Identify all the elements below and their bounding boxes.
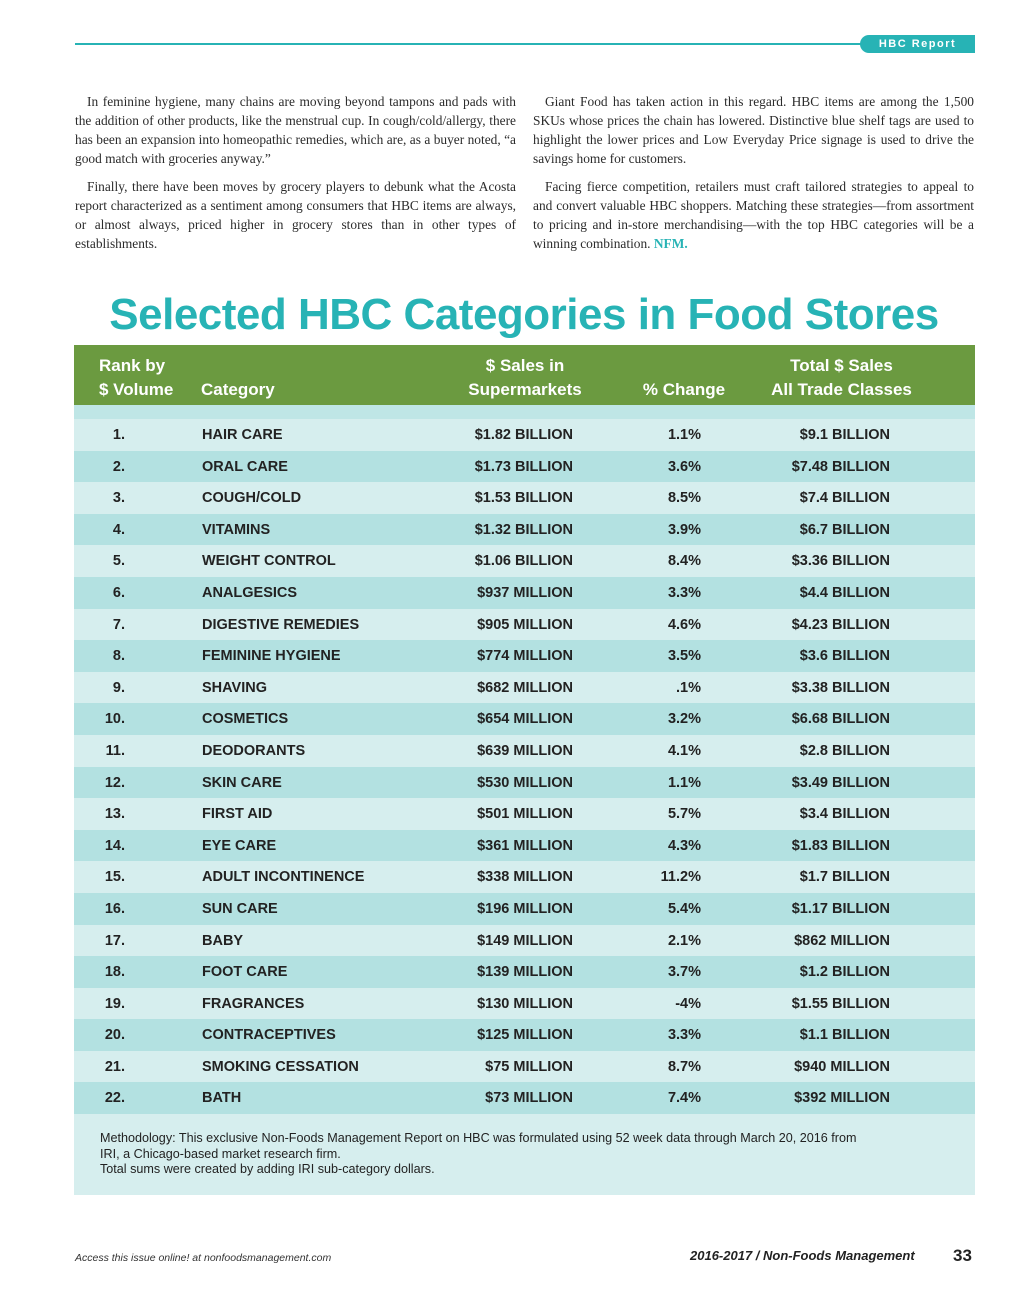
table-row bbox=[74, 1051, 975, 1083]
methodology-note bbox=[74, 1114, 975, 1195]
cell-rank: 19. bbox=[104, 995, 125, 1012]
cell-total: $1.55 BILLION bbox=[791, 995, 890, 1012]
cell-total: $1.83 BILLION bbox=[791, 837, 890, 854]
cell-rank: 11. bbox=[105, 742, 125, 759]
cell-category: SUN CARE bbox=[202, 900, 278, 917]
table-row bbox=[74, 735, 975, 767]
header-sales bbox=[454, 354, 596, 402]
header-total-line1: Total $ Sales bbox=[790, 356, 893, 375]
cell-sales: $501 MILLION bbox=[477, 806, 573, 823]
cell-sales: $130 MILLION bbox=[477, 995, 573, 1012]
cell-change: 3.3% bbox=[667, 1027, 701, 1044]
cell-change: 7.4% bbox=[667, 1090, 701, 1107]
cell-sales: $654 MILLION bbox=[477, 711, 573, 728]
cell-change: 4.6% bbox=[667, 616, 701, 633]
cell-total: $392 MILLION bbox=[794, 1090, 890, 1107]
cell-category: SKIN CARE bbox=[202, 774, 282, 791]
article-paragraph-text: Facing fierce competition, retailers must craft tailored strategies to appeal to and convert valuable HBC shoppers. Matching these strategies—from assortment to pricing and in-store merchandising—with the top HBC categories will be a winning combination. bbox=[533, 179, 974, 251]
table-row bbox=[74, 482, 975, 514]
methodology-line: IRI, a Chicago-based market research firm. bbox=[100, 1146, 341, 1161]
header-rank-line2: $ Volume bbox=[99, 380, 174, 399]
header-category: Category bbox=[201, 380, 275, 399]
cell-category: COUGH/COLD bbox=[202, 490, 302, 507]
cell-sales: $196 MILLION bbox=[477, 900, 573, 917]
table-title: Selected HBC Categories in Food Stores bbox=[109, 290, 939, 339]
cell-change: 3.6% bbox=[667, 458, 701, 475]
cell-category: SHAVING bbox=[202, 679, 267, 696]
table-row bbox=[74, 514, 975, 546]
cell-rank: 16. bbox=[104, 900, 125, 917]
cell-total: $7.4 BILLION bbox=[799, 490, 890, 507]
table-row bbox=[74, 419, 975, 451]
cell-rank: 10. bbox=[104, 711, 125, 728]
header-sales-line1: $ Sales in bbox=[485, 356, 565, 375]
cell-category: CONTRACEPTIVES bbox=[202, 1027, 336, 1044]
table-row bbox=[74, 767, 975, 799]
cell-sales: $1.06 BILLION bbox=[474, 553, 573, 570]
cell-sales: $139 MILLION bbox=[477, 964, 573, 981]
cell-total: $3.49 BILLION bbox=[791, 774, 890, 791]
cell-category: HAIR CARE bbox=[202, 427, 283, 443]
cell-total: $3.38 BILLION bbox=[791, 679, 890, 696]
cell-rank: 9. bbox=[112, 679, 125, 696]
table-row bbox=[74, 893, 975, 925]
article-left-column bbox=[75, 92, 516, 262]
cell-rank: 20. bbox=[104, 1027, 125, 1044]
cell-total: $3.4 BILLION bbox=[799, 806, 890, 823]
table-row bbox=[74, 798, 975, 830]
table-row bbox=[74, 703, 975, 735]
cell-rank: 3. bbox=[112, 490, 125, 507]
cell-total: $6.7 BILLION bbox=[799, 521, 890, 538]
cell-category: COSMETICS bbox=[202, 711, 289, 728]
cell-total: $3.36 BILLION bbox=[791, 553, 890, 570]
cell-category: ORAL CARE bbox=[202, 458, 288, 475]
table-row bbox=[74, 956, 975, 988]
cell-sales: $905 MILLION bbox=[477, 616, 573, 633]
header-change: % Change bbox=[642, 380, 726, 399]
cell-rank: 17. bbox=[104, 932, 125, 949]
cell-sales: $1.53 BILLION bbox=[474, 490, 573, 507]
cell-rank: 15. bbox=[104, 869, 125, 886]
cell-category: WEIGHT CONTROL bbox=[202, 553, 336, 570]
cell-rank: 14. bbox=[104, 837, 125, 854]
cell-sales: $530 MILLION bbox=[477, 774, 573, 791]
nfm-signoff: NFM. bbox=[653, 236, 688, 251]
cell-change: 2.1% bbox=[667, 932, 701, 949]
header-rule bbox=[75, 43, 870, 45]
cell-rank: 6. bbox=[112, 584, 125, 601]
table-row bbox=[74, 545, 975, 577]
cell-rank: 1. bbox=[112, 427, 125, 443]
cell-sales: $1.73 BILLION bbox=[474, 458, 573, 475]
cell-change: 3.2% bbox=[667, 711, 701, 728]
cell-rank: 18. bbox=[104, 964, 125, 981]
cell-rank: 22. bbox=[104, 1090, 125, 1107]
hbc-categories-table bbox=[74, 345, 975, 1195]
cell-change: 3.7% bbox=[667, 964, 701, 981]
cell-total: $1.1 BILLION bbox=[799, 1027, 890, 1044]
cell-change: 3.9% bbox=[667, 521, 701, 538]
cell-sales: $125 MILLION bbox=[477, 1027, 573, 1044]
cell-rank: 2. bbox=[112, 458, 125, 475]
cell-change: .1% bbox=[676, 679, 701, 696]
article-right-column bbox=[533, 92, 974, 262]
table-row bbox=[74, 1019, 975, 1051]
cell-sales: $639 MILLION bbox=[477, 742, 573, 759]
cell-total: $9.1 BILLION bbox=[799, 427, 890, 443]
cell-rank: 21. bbox=[104, 1058, 125, 1075]
cell-total: $4.4 BILLION bbox=[799, 584, 890, 601]
table-row bbox=[74, 1082, 975, 1114]
cell-sales: $361 MILLION bbox=[477, 837, 573, 854]
footer-publication: 2016-2017 / Non-Foods Management bbox=[690, 1248, 915, 1263]
cell-total: $1.17 BILLION bbox=[791, 900, 890, 917]
cell-change: 5.7% bbox=[667, 806, 701, 823]
page-number: 33 bbox=[953, 1246, 972, 1265]
cell-sales: $73 MILLION bbox=[485, 1090, 573, 1107]
article-paragraph: Giant Food has taken action in this regard. HBC items are among the 1,500 SKUs whose prices the chain has lowered. Distinctive blue shelf tags are used to highlight the lower prices and Low Everyday Price signage is used to drive the savings home for customers. bbox=[533, 94, 974, 166]
cell-total: $6.68 BILLION bbox=[791, 711, 890, 728]
cell-category: DIGESTIVE REMEDIES bbox=[202, 616, 360, 633]
cell-sales: $682 MILLION bbox=[477, 679, 573, 696]
cell-change: 8.5% bbox=[667, 490, 701, 507]
header-total-line2: All Trade Classes bbox=[771, 380, 912, 399]
cell-total: $2.8 BILLION bbox=[799, 742, 890, 759]
cell-rank: 8. bbox=[112, 648, 125, 665]
header-rank-line1: Rank by bbox=[99, 356, 166, 375]
cell-change: 3.5% bbox=[667, 648, 701, 665]
cell-change: 4.1% bbox=[667, 742, 701, 759]
cell-rank: 12. bbox=[104, 774, 125, 791]
table-row bbox=[74, 830, 975, 862]
section-tag: HBC Report bbox=[860, 35, 975, 53]
header-sales-line2: Supermarkets bbox=[468, 380, 582, 399]
header-rank bbox=[99, 354, 173, 402]
cell-rank: 13. bbox=[104, 806, 125, 823]
table-row bbox=[74, 988, 975, 1020]
cell-category: FEMININE HYGIENE bbox=[202, 648, 341, 665]
cell-rank: 5. bbox=[112, 553, 125, 570]
methodology-line: Total sums were created by adding IRI sub-category dollars. bbox=[100, 1162, 435, 1177]
cell-category: FRAGRANCES bbox=[202, 995, 305, 1012]
cell-category: VITAMINS bbox=[202, 521, 271, 538]
cell-rank: 4. bbox=[112, 521, 125, 538]
cell-total: $1.2 BILLION bbox=[799, 964, 890, 981]
cell-category: FOOT CARE bbox=[202, 964, 288, 981]
cell-change: 8.4% bbox=[667, 553, 701, 570]
table-row bbox=[74, 672, 975, 704]
cell-change: 1.1% bbox=[667, 427, 701, 443]
cell-change: 4.3% bbox=[667, 837, 701, 854]
table-body bbox=[74, 419, 975, 1114]
cell-total: $1.7 BILLION bbox=[799, 869, 890, 886]
table-row bbox=[74, 925, 975, 957]
cell-total: $862 MILLION bbox=[794, 932, 890, 949]
cell-sales: $149 MILLION bbox=[477, 932, 573, 949]
cell-category: FIRST AID bbox=[202, 806, 273, 823]
table-row bbox=[74, 451, 975, 483]
header-total bbox=[754, 354, 929, 402]
cell-sales: $75 MILLION bbox=[485, 1058, 573, 1075]
methodology-line: Methodology: This exclusive Non-Foods Management Report on HBC was formulated using 52 week data through March 20, 2016 from bbox=[100, 1131, 857, 1146]
cell-change: 8.7% bbox=[667, 1058, 701, 1075]
cell-sales: $338 MILLION bbox=[477, 869, 573, 886]
cell-change: 11.2% bbox=[660, 869, 701, 886]
cell-sales: $774 MILLION bbox=[477, 648, 573, 665]
cell-change: 3.3% bbox=[667, 584, 701, 601]
table-row bbox=[74, 609, 975, 641]
header-spacer bbox=[74, 405, 975, 419]
cell-category: ADULT INCONTINENCE bbox=[202, 869, 365, 886]
cell-total: $940 MILLION bbox=[794, 1058, 890, 1075]
cell-rank: 7. bbox=[112, 616, 125, 633]
table-row bbox=[74, 640, 975, 672]
article-paragraph bbox=[533, 177, 974, 253]
cell-total: $7.48 BILLION bbox=[791, 458, 890, 475]
cell-category: BABY bbox=[202, 932, 244, 949]
cell-category: BATH bbox=[202, 1090, 242, 1107]
cell-change: 5.4% bbox=[667, 900, 701, 917]
footer-access-link[interactable]: Access this issue online! at nonfoodsmanagement.com bbox=[75, 1252, 332, 1264]
table-header bbox=[74, 345, 975, 405]
table-row bbox=[74, 861, 975, 893]
article-paragraph: In feminine hygiene, many chains are moving beyond tampons and pads with the addition of other products, like the menstrual cup. In cough/cold/allergy, there has been an expansion into homeopathic remedies, which are, as a buyer noted, “a good match with groceries anyway.” bbox=[75, 94, 516, 166]
cell-change: -4% bbox=[675, 995, 701, 1012]
cell-sales: $937 MILLION bbox=[477, 584, 573, 601]
cell-category: ANALGESICS bbox=[202, 584, 298, 601]
cell-sales: $1.82 BILLION bbox=[474, 427, 573, 443]
cell-total: $4.23 BILLION bbox=[791, 616, 890, 633]
cell-total: $3.6 BILLION bbox=[799, 648, 890, 665]
cell-sales: $1.32 BILLION bbox=[474, 521, 573, 538]
cell-change: 1.1% bbox=[667, 774, 701, 791]
cell-category: SMOKING CESSATION bbox=[202, 1058, 359, 1075]
table-row bbox=[74, 577, 975, 609]
article-paragraph: Finally, there have been moves by grocery players to debunk what the Acosta report characterized as a sentiment among consumers that HBC items are always, or almost always, priced higher in grocery stores than in other types of establishments. bbox=[75, 179, 516, 251]
cell-category: EYE CARE bbox=[202, 837, 277, 854]
cell-category: DEODORANTS bbox=[202, 742, 306, 759]
